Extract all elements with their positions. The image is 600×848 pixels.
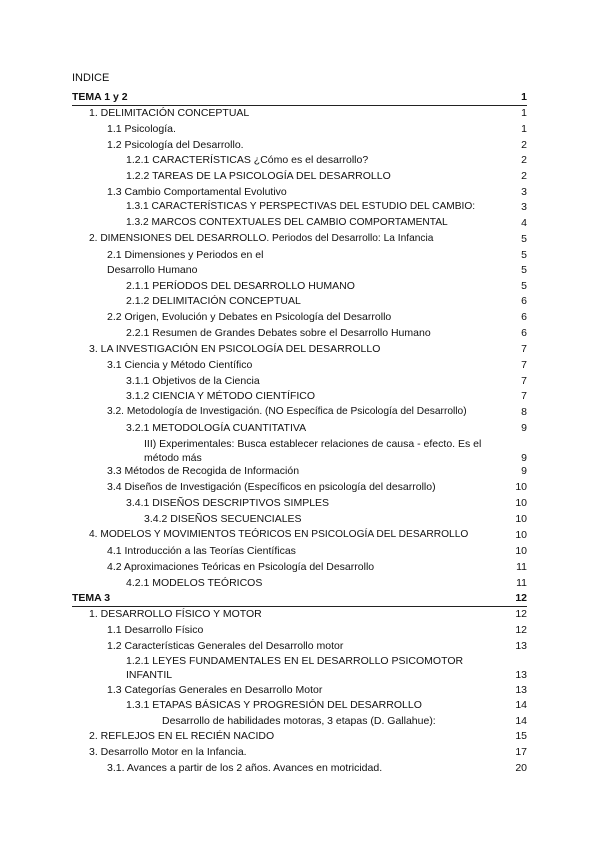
toc-entry-text: 1. DESARROLLO FÍSICO Y MOTOR xyxy=(89,608,262,620)
toc-entry-text: 2.2.1 Resumen de Grandes Debates sobre el Desarrollo Humano xyxy=(126,327,431,339)
toc-page-number: 4 xyxy=(521,217,527,229)
toc-page-number: 6 xyxy=(521,311,527,323)
toc-entry-text: 1.2.1 CARACTERÍSTICAS ¿Cómo es el desarrollo? xyxy=(126,154,369,166)
toc-entry-text: 3.1 Ciencia y Método Científico xyxy=(107,359,253,371)
toc-entry-text: 2. REFLEJOS EN EL RECIÉN NACIDO xyxy=(89,730,275,742)
toc-page-number: 7 xyxy=(521,359,527,371)
toc-page-number: 3 xyxy=(521,186,527,198)
toc-page-number: 5 xyxy=(521,233,527,245)
toc-entry-text: 1.3.2 MARCOS CONTEXTUALES DEL CAMBIO COMPORTAMENTAL xyxy=(126,217,448,228)
toc-entry-text: 1.3.1 ETAPAS BÁSICAS Y PROGRESIÓN DEL DESARROLLO xyxy=(126,699,422,711)
toc-page-number: 20 xyxy=(515,762,527,774)
toc-page-number: 10 xyxy=(515,545,527,557)
toc-entry-text: 3.1.2 CIENCIA Y MÉTODO CIENTÍFICO xyxy=(126,390,316,402)
toc-entry-text: Desarrollo Humano xyxy=(107,264,198,276)
toc-entry-text: TEMA 1 y 2 xyxy=(72,91,128,103)
toc-page-number: 9 xyxy=(521,465,527,477)
toc-entry-text: 3.4.1 DISEÑOS DESCRIPTIVOS SIMPLES xyxy=(126,497,330,509)
toc-page-number: 7 xyxy=(521,375,527,387)
toc-page-number: 13 xyxy=(515,669,527,681)
toc-page-number: 5 xyxy=(521,249,527,261)
toc-page-number: 1 xyxy=(521,107,527,119)
toc-entry-text-line-2: INFANTIL xyxy=(126,669,173,681)
toc-entry-text: 1.2.2 TAREAS DE LA PSICOLOGÍA DEL DESARROLLO xyxy=(126,170,391,182)
toc-page-number: 6 xyxy=(521,295,527,307)
toc-entry-text xyxy=(144,437,481,465)
toc-entry-text: 2.1.1 PERÍODOS DEL DESARROLLO HUMANO xyxy=(126,280,355,292)
toc-page-number: 15 xyxy=(515,730,527,742)
toc-page-number: 13 xyxy=(515,640,527,652)
toc-entry-text: 3.1.1 Objetivos de la Ciencia xyxy=(126,375,260,387)
toc-entry-text: 3. LA INVESTIGACIÓN EN PSICOLOGÍA DEL DESARROLLO xyxy=(89,343,381,355)
toc-page-number: 10 xyxy=(515,497,527,509)
toc-page-number: 8 xyxy=(521,406,527,418)
toc-entry-text: 1.3 Categorías Generales en Desarrollo Motor xyxy=(107,684,323,696)
toc-page-number: 10 xyxy=(515,529,527,541)
toc-entry-text: 2. DIMENSIONES DEL DESARROLLO. Periodos del Desarrollo: La Infancia xyxy=(89,233,434,244)
toc-entry-text: 1.2 Características Generales del Desarrollo motor xyxy=(107,640,344,652)
toc-entry-text: 3. Desarrollo Motor en la Infancia. xyxy=(89,746,247,758)
toc-page-number: 12 xyxy=(515,608,527,620)
toc-page-number: 6 xyxy=(521,327,527,339)
toc-page-number: 3 xyxy=(521,201,527,213)
toc-entry-text: 1.1 Desarrollo Físico xyxy=(107,624,204,636)
toc-entry-text: 3.3 Métodos de Recogida de Información xyxy=(107,465,300,477)
toc-entry-text: 4.2 Aproximaciones Teóricas en Psicología del Desarrollo xyxy=(107,561,375,573)
toc-page-number: 12 xyxy=(515,592,527,604)
toc-page-number: 10 xyxy=(515,481,527,493)
toc-page-number: 1 xyxy=(521,91,527,103)
toc-entry-text: Desarrollo de habilidades motoras, 3 etapas (D. Gallahue): xyxy=(162,715,436,727)
toc-page-number: 14 xyxy=(515,715,527,727)
toc-page-number: 17 xyxy=(515,746,527,758)
toc-entry-text: 3.2.1 METODOLOGÍA CUANTITATIVA xyxy=(126,422,307,434)
toc-page-number: 13 xyxy=(515,684,527,696)
toc-page-number: 14 xyxy=(515,699,527,711)
toc-page-number: 11 xyxy=(516,577,527,589)
toc-entry-text: 4.1 Introducción a las Teorías Científicas xyxy=(107,545,296,557)
toc-page-number: 2 xyxy=(521,154,527,166)
toc-page-number: 11 xyxy=(516,561,527,573)
toc-page-number: 1 xyxy=(521,123,527,135)
toc-entry-text-line-1: 1.2.1 LEYES FUNDAMENTALES EN EL DESARROLLO PSICOMOTOR xyxy=(126,655,464,667)
toc-page-number: 5 xyxy=(521,280,527,292)
toc-page-number: 10 xyxy=(515,513,527,525)
toc-entry-text: 1.2 Psicología del Desarrollo. xyxy=(107,139,244,151)
toc-entry-text: 2.2 Origen, Evolución y Debates en Psicología del Desarrollo xyxy=(107,311,392,323)
toc-entry-text: 1.3 Cambio Comportamental Evolutivo xyxy=(107,186,287,198)
toc-page-number: 2 xyxy=(521,139,527,151)
toc-entry-text xyxy=(126,654,463,682)
toc-entry-text: 2.1 Dimensiones y Periodos en el xyxy=(107,249,264,261)
toc-entry-text: 1.3.1 CARACTERÍSTICAS Y PERSPECTIVAS DEL ESTUDIO DEL CAMBIO: xyxy=(126,201,476,212)
index-title: INDICE xyxy=(72,72,110,84)
toc-entry-text: 3.2. Metodología de Investigación. (NO Específica de Psicología del Desarrollo) xyxy=(107,406,467,417)
toc-entry-text: 3.4.2 DISEÑOS SECUENCIALES xyxy=(144,513,302,525)
toc-page-number: 7 xyxy=(521,390,527,402)
toc-page-number: 7 xyxy=(521,343,527,355)
toc-entry-text: 2.1.2 DELIMITACIÓN CONCEPTUAL xyxy=(126,295,301,307)
toc-entry-text: 4. MODELOS Y MOVIMIENTOS TEÓRICOS EN PSICOLOGÍA DEL DESARROLLO xyxy=(89,529,469,540)
toc-entry-text: TEMA 3 xyxy=(72,592,111,604)
toc-page-number: 9 xyxy=(521,422,527,434)
toc-entry-text: 3.1. Avances a partir de los 2 años. Avances en motricidad. xyxy=(107,762,383,774)
toc-entry-text: 1.1 Psicología. xyxy=(107,123,176,135)
toc-entry-text: 3.4 Diseños de Investigación (Específicos en psicología del desarrollo) xyxy=(107,481,436,493)
toc-entry-text-line-2: método más xyxy=(144,452,202,464)
toc-entry-text: 4.2.1 MODELOS TEÓRICOS xyxy=(126,577,263,589)
toc-entry-text: 1. DELIMITACIÓN CONCEPTUAL xyxy=(89,107,250,119)
toc-page-number: 2 xyxy=(521,170,527,182)
toc-page-number: 9 xyxy=(521,452,527,464)
toc-entry-text-line-1: III) Experimentales: Busca establecer relaciones de causa - efecto. Es el xyxy=(144,438,482,450)
toc-page-number: 12 xyxy=(515,624,527,636)
toc-page-number: 5 xyxy=(521,264,527,276)
